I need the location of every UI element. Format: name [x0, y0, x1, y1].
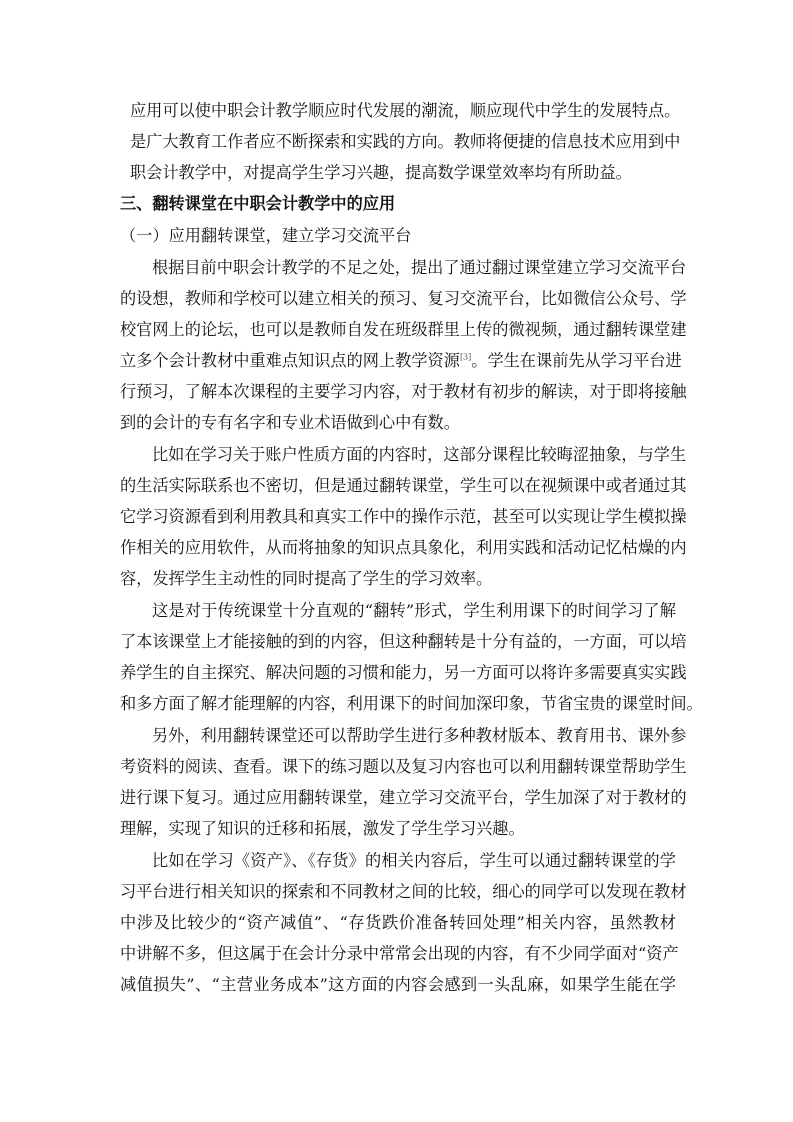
paragraph-line-text: 。学生在课前先从学习平台进 — [471, 351, 682, 370]
paragraph-line: 这是对于传统课堂十分直观的“翻转”形式，学生利用课下的时间学习了解 — [152, 601, 676, 620]
paragraph-line: 根据目前中职会计教学的不足之处，提出了通过翻过课堂建立学习交流平台 — [152, 258, 687, 277]
paragraph-line: 习平台进行相关知识的探索和不同教材之间的比较，细心的同学可以发现在教材 — [120, 882, 687, 901]
paragraph-line: 和多方面了解才能理解的内容，利用课下的时间加深印象，节省宝贵的课堂时间。 — [120, 694, 703, 713]
paragraph-line: 行预习，了解本次课程的主要学习内容，对于教材有初步的解读，对于即将接触 — [120, 382, 687, 401]
paragraph-line: 到的会计的专有名字和专业术语做到心中有数。 — [120, 413, 460, 432]
paragraph-line: 作相关的应用软件，从而将抽象的知识点具象化，利用实践和活动记忆枯燥的内 — [120, 538, 687, 557]
section-heading: 三、翻转课堂在中职会计教学中的应用 — [120, 194, 396, 213]
paragraph-line: 另外，利用翻转课堂还可以帮助学生进行多种教材版本、教育用书、课外参 — [152, 726, 687, 745]
citation-mark: [3] — [459, 352, 472, 362]
paragraph-line: 比如在学习关于账户性质方面的内容时，这部分课程比较晦涩抽象，与学生 — [152, 445, 687, 464]
subsection-heading: （一）应用翻转课堂，建立学习交流平台 — [120, 226, 412, 245]
paragraph-line: 它学习资源看到利用教具和真实工作中的操作示范，甚至可以实现让学生模拟操 — [120, 507, 687, 526]
paragraph-line: 考资料的阅读、查看。课下的练习题以及复习内容也可以利用翻转课堂帮助学生 — [120, 757, 687, 776]
paragraph-line: 的生活实际联系也不密切，但是通过翻转课堂，学生可以在视频课中或者通过其 — [120, 476, 687, 495]
paragraph-line: 减值损失”、“主营业务成本”这方面的内容会感到一头乱麻，如果学生能在学 — [120, 975, 676, 994]
intro-line: 应用可以使中职会计教学顺应时代发展的潮流，顺应现代中学生的发展特点。 — [130, 101, 681, 120]
paragraph-line: 养学生的自主探究、解决问题的习惯和能力，另一方面可以将许多需要真实实践 — [120, 663, 687, 682]
paragraph-line: 了本该课堂上才能接触的到的内容，但这种翻转是十分有益的，一方面，可以培 — [120, 632, 687, 651]
intro-line: 是广大教育工作者应不断探索和实践的方向。教师将便捷的信息技术应用到中 — [130, 132, 681, 151]
paragraph-line: 的设想，教师和学校可以建立相关的预习、复习交流平台，比如微信公众号、学 — [120, 289, 687, 308]
paragraph-line-text: 立多个会计教材中重难点知识点的网上教学资源 — [120, 351, 460, 370]
paragraph-line: 进行课下复习。通过应用翻转课堂，建立学习交流平台，学生加深了对于教材的 — [120, 788, 687, 807]
paragraph-line: 中涉及比较少的“资产减值”、“存货跌价准备转回处理”相关内容，虽然教材 — [120, 913, 676, 932]
paragraph-line: 中讲解不多，但这属于在会计分录中常常会出现的内容，有不少同学面对“资产 — [120, 944, 679, 963]
paragraph-line: 比如在学习《资产》、《存货》的相关内容后，学生可以通过翻转课堂的学 — [152, 851, 676, 870]
paragraph-line: 校官网上的论坛，也可以是教师自发在班级群里上传的微视频，通过翻转课堂建 — [120, 320, 687, 339]
paragraph-line: 理解，实现了知识的迁移和拓展，激发了学生学习兴趣。 — [120, 819, 525, 838]
paragraph-line: 容，发挥学生主动性的同时提高了学生的学习效率。 — [120, 569, 493, 588]
intro-line: 职会计教学中，对提高学生学习兴趣，提高数学课堂效率均有所助益。 — [130, 163, 632, 182]
paragraph-line-with-citation — [120, 351, 682, 371]
